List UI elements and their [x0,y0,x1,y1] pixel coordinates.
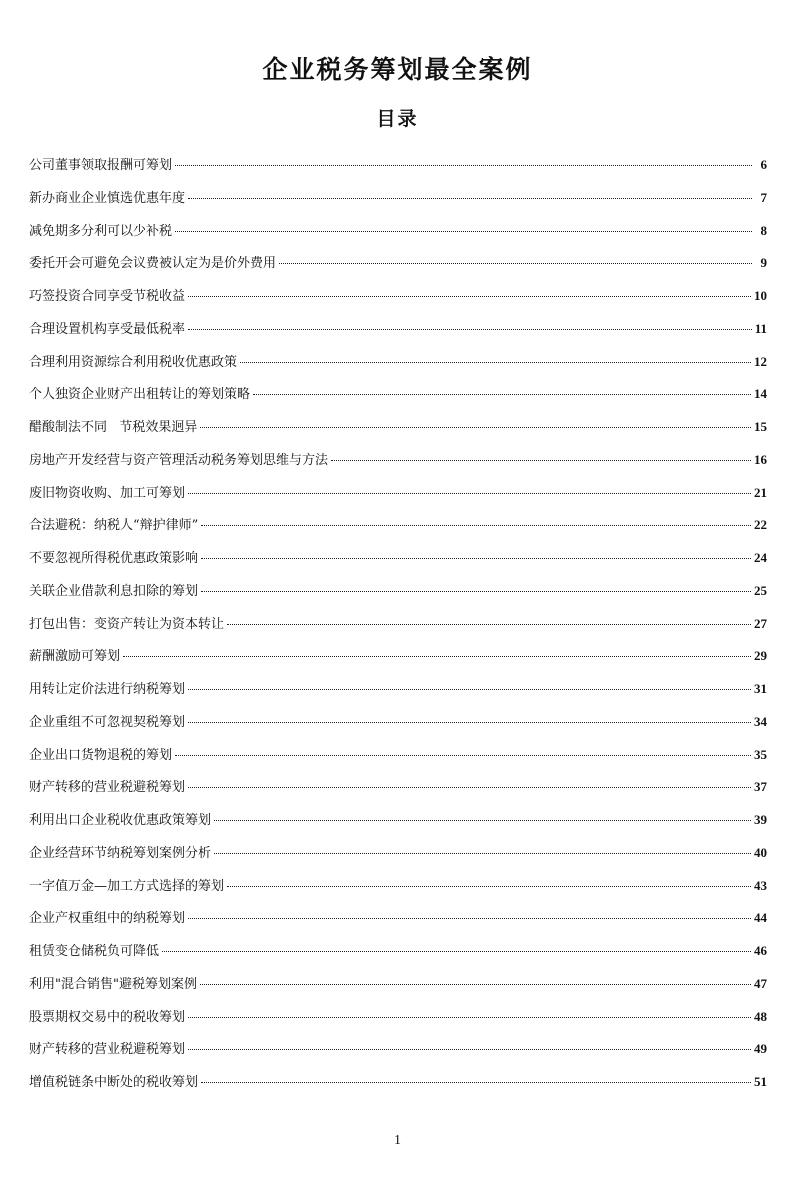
toc-entry-title[interactable]: 个人独资企业财产出租转让的筹划策略 [29,387,251,403]
toc-entry-title[interactable]: 企业产权重组中的纳税筹划 [29,911,186,927]
toc-entry[interactable] [29,282,767,315]
dot-leader [253,394,751,395]
dot-leader [175,231,752,232]
toc-entry-page-number: 8 [760,222,767,238]
toc-entry-title[interactable]: 薪酬激励可筹划 [29,649,121,665]
toc-entry-page-number: 12 [754,353,767,369]
toc-entry-page-number: 9 [760,255,767,271]
page-number: 1 [394,1133,401,1148]
toc-entry-title[interactable]: 新办商业企业慎选优惠年度 [29,190,186,206]
toc-entry-title[interactable]: 合理设置机构享受最低税率 [29,321,186,337]
dot-leader [201,591,751,592]
dot-leader [240,362,751,363]
toc-entry-title[interactable]: 增值税链条中断处的税收筹划 [29,1075,199,1090]
toc-entry[interactable] [29,1035,767,1068]
dot-leader [200,984,751,985]
toc-entry-page-number: 37 [754,779,767,795]
toc-entry-title[interactable]: 醋酸制法不同 节税效果迥异 [29,420,198,435]
toc-entry-title[interactable]: 废旧物资收购、加工可筹划 [29,485,186,501]
dot-leader [188,787,751,788]
table-of-contents [29,151,767,1101]
dot-leader [201,525,751,526]
toc-entry[interactable] [29,904,767,937]
toc-entry-page-number: 11 [754,320,767,336]
toc-entry[interactable] [29,544,767,577]
dot-leader [162,951,751,952]
dot-leader [188,198,752,199]
dot-leader [227,624,751,625]
toc-entry-title[interactable]: 巧签投资合同享受节税收益 [29,289,186,304]
toc-entry-title[interactable]: 股票期权交易中的税收筹划 [29,1009,186,1025]
dot-leader [214,853,751,854]
toc-entry-title[interactable]: 一字值万金—加工方式选择的筹划 [29,878,225,894]
toc-entry-title[interactable]: 企业经营环节纳税筹划案例分析 [29,845,212,861]
toc-entry-title[interactable]: 减免期多分利可以少补税 [29,223,173,239]
toc-entry-title[interactable]: 用转让定价法进行纳税筹划 [29,682,186,697]
toc-entry[interactable] [29,970,767,1003]
toc-entry-title[interactable]: 利用"混合销售"避税筹划案例 [29,976,197,992]
toc-entry[interactable] [29,348,767,381]
toc-entry-page-number: 7 [760,189,767,205]
toc-entry[interactable] [29,839,767,872]
dot-leader [123,656,751,657]
toc-entry-page-number: 21 [754,484,767,500]
toc-entry-page-number: 22 [754,517,767,533]
dot-leader [188,296,751,297]
toc-entry-page-number: 16 [754,451,767,467]
dot-leader [175,755,751,756]
toc-entry-page-number: 29 [754,648,767,664]
toc-entry-title[interactable]: 不要忽视所得税优惠政策影响 [29,551,199,566]
toc-entry[interactable] [29,315,767,348]
toc-entry[interactable] [29,511,767,544]
dot-leader [331,460,751,461]
toc-entry[interactable] [29,151,767,184]
dot-leader [175,165,752,166]
dot-leader [227,886,751,887]
toc-entry-title[interactable]: 财产转移的营业税避税筹划 [29,780,186,796]
toc-entry[interactable] [29,577,767,610]
toc-entry[interactable] [29,610,767,643]
toc-entry-page-number: 31 [754,681,767,696]
toc-entry-title[interactable]: 委托开会可避免会议费被认定为是价外费用 [29,256,277,272]
toc-entry-title[interactable]: 财产转移的营业税避税筹划 [29,1042,186,1058]
toc-entry[interactable] [29,413,767,446]
dot-leader [200,427,751,428]
dot-leader [188,329,752,330]
dot-leader [188,689,751,690]
toc-entry[interactable] [29,380,767,413]
toc-entry-title[interactable]: 合理利用资源综合利用税收优惠政策 [29,354,238,370]
toc-entry-page-number: 27 [754,615,767,631]
toc-entry-page-number: 25 [754,582,767,598]
toc-entry-page-number: 43 [754,877,767,893]
toc-heading: 目录 [376,108,419,130]
toc-entry[interactable] [29,249,767,282]
toc-entry[interactable] [29,446,767,479]
toc-entry-title[interactable]: 关联企业借款利息扣除的筹划 [29,583,199,599]
toc-entry[interactable] [29,708,767,741]
toc-entry-title[interactable]: 房地产开发经营与资产管理活动税务筹划思维与方法 [29,452,329,468]
toc-entry-page-number: 40 [754,844,767,860]
toc-entry-page-number: 46 [754,943,767,958]
toc-entry[interactable] [29,675,767,708]
toc-entry-title[interactable]: 公司董事领取报酬可筹划 [29,158,173,173]
toc-entry[interactable] [29,184,767,217]
dot-leader [214,820,751,821]
toc-entry-title[interactable]: 企业重组不可忽视契税筹划 [29,714,186,730]
toc-entry[interactable] [29,937,767,970]
dot-leader [188,1017,751,1018]
toc-entry-page-number: 10 [754,288,767,303]
toc-entry[interactable] [29,1003,767,1036]
dot-leader [201,558,751,559]
toc-entry[interactable] [29,642,767,675]
toc-entry-page-number: 24 [754,550,767,565]
toc-entry-page-number: 49 [754,1041,767,1057]
toc-entry[interactable] [29,773,767,806]
toc-entry-page-number: 47 [754,975,767,991]
dot-leader [201,1082,751,1083]
toc-entry[interactable] [29,1068,767,1101]
toc-entry-page-number: 39 [754,812,767,827]
toc-entry[interactable] [29,741,767,774]
toc-entry-page-number: 15 [754,419,767,434]
toc-entry-page-number: 35 [754,746,767,762]
toc-entry-page-number: 6 [760,157,767,172]
toc-entry-page-number: 51 [754,1074,767,1089]
dot-leader [188,722,751,723]
toc-entry[interactable] [29,872,767,905]
document-title: 企业税务筹划最全案例 [262,55,533,84]
toc-entry-title[interactable]: 企业出口货物退税的筹划 [29,747,173,763]
toc-entry[interactable] [29,806,767,839]
dot-leader [188,918,751,919]
toc-entry[interactable] [29,479,767,512]
toc-entry-page-number: 44 [754,910,767,926]
dot-leader [188,493,751,494]
dot-leader [188,1049,751,1050]
toc-entry-title[interactable]: 合法避税：纳税人“辩护律师” [29,518,199,534]
toc-entry-page-number: 34 [754,713,767,729]
toc-entry[interactable] [29,217,767,250]
toc-entry-page-number: 14 [754,386,767,402]
toc-entry-title[interactable]: 租赁变仓储税负可降低 [29,944,160,959]
toc-entry-page-number: 48 [754,1008,767,1024]
dot-leader [279,263,752,264]
toc-entry-title[interactable]: 打包出售：变资产转让为资本转让 [29,616,225,632]
toc-entry-title[interactable]: 利用出口企业税收优惠政策筹划 [29,813,212,828]
